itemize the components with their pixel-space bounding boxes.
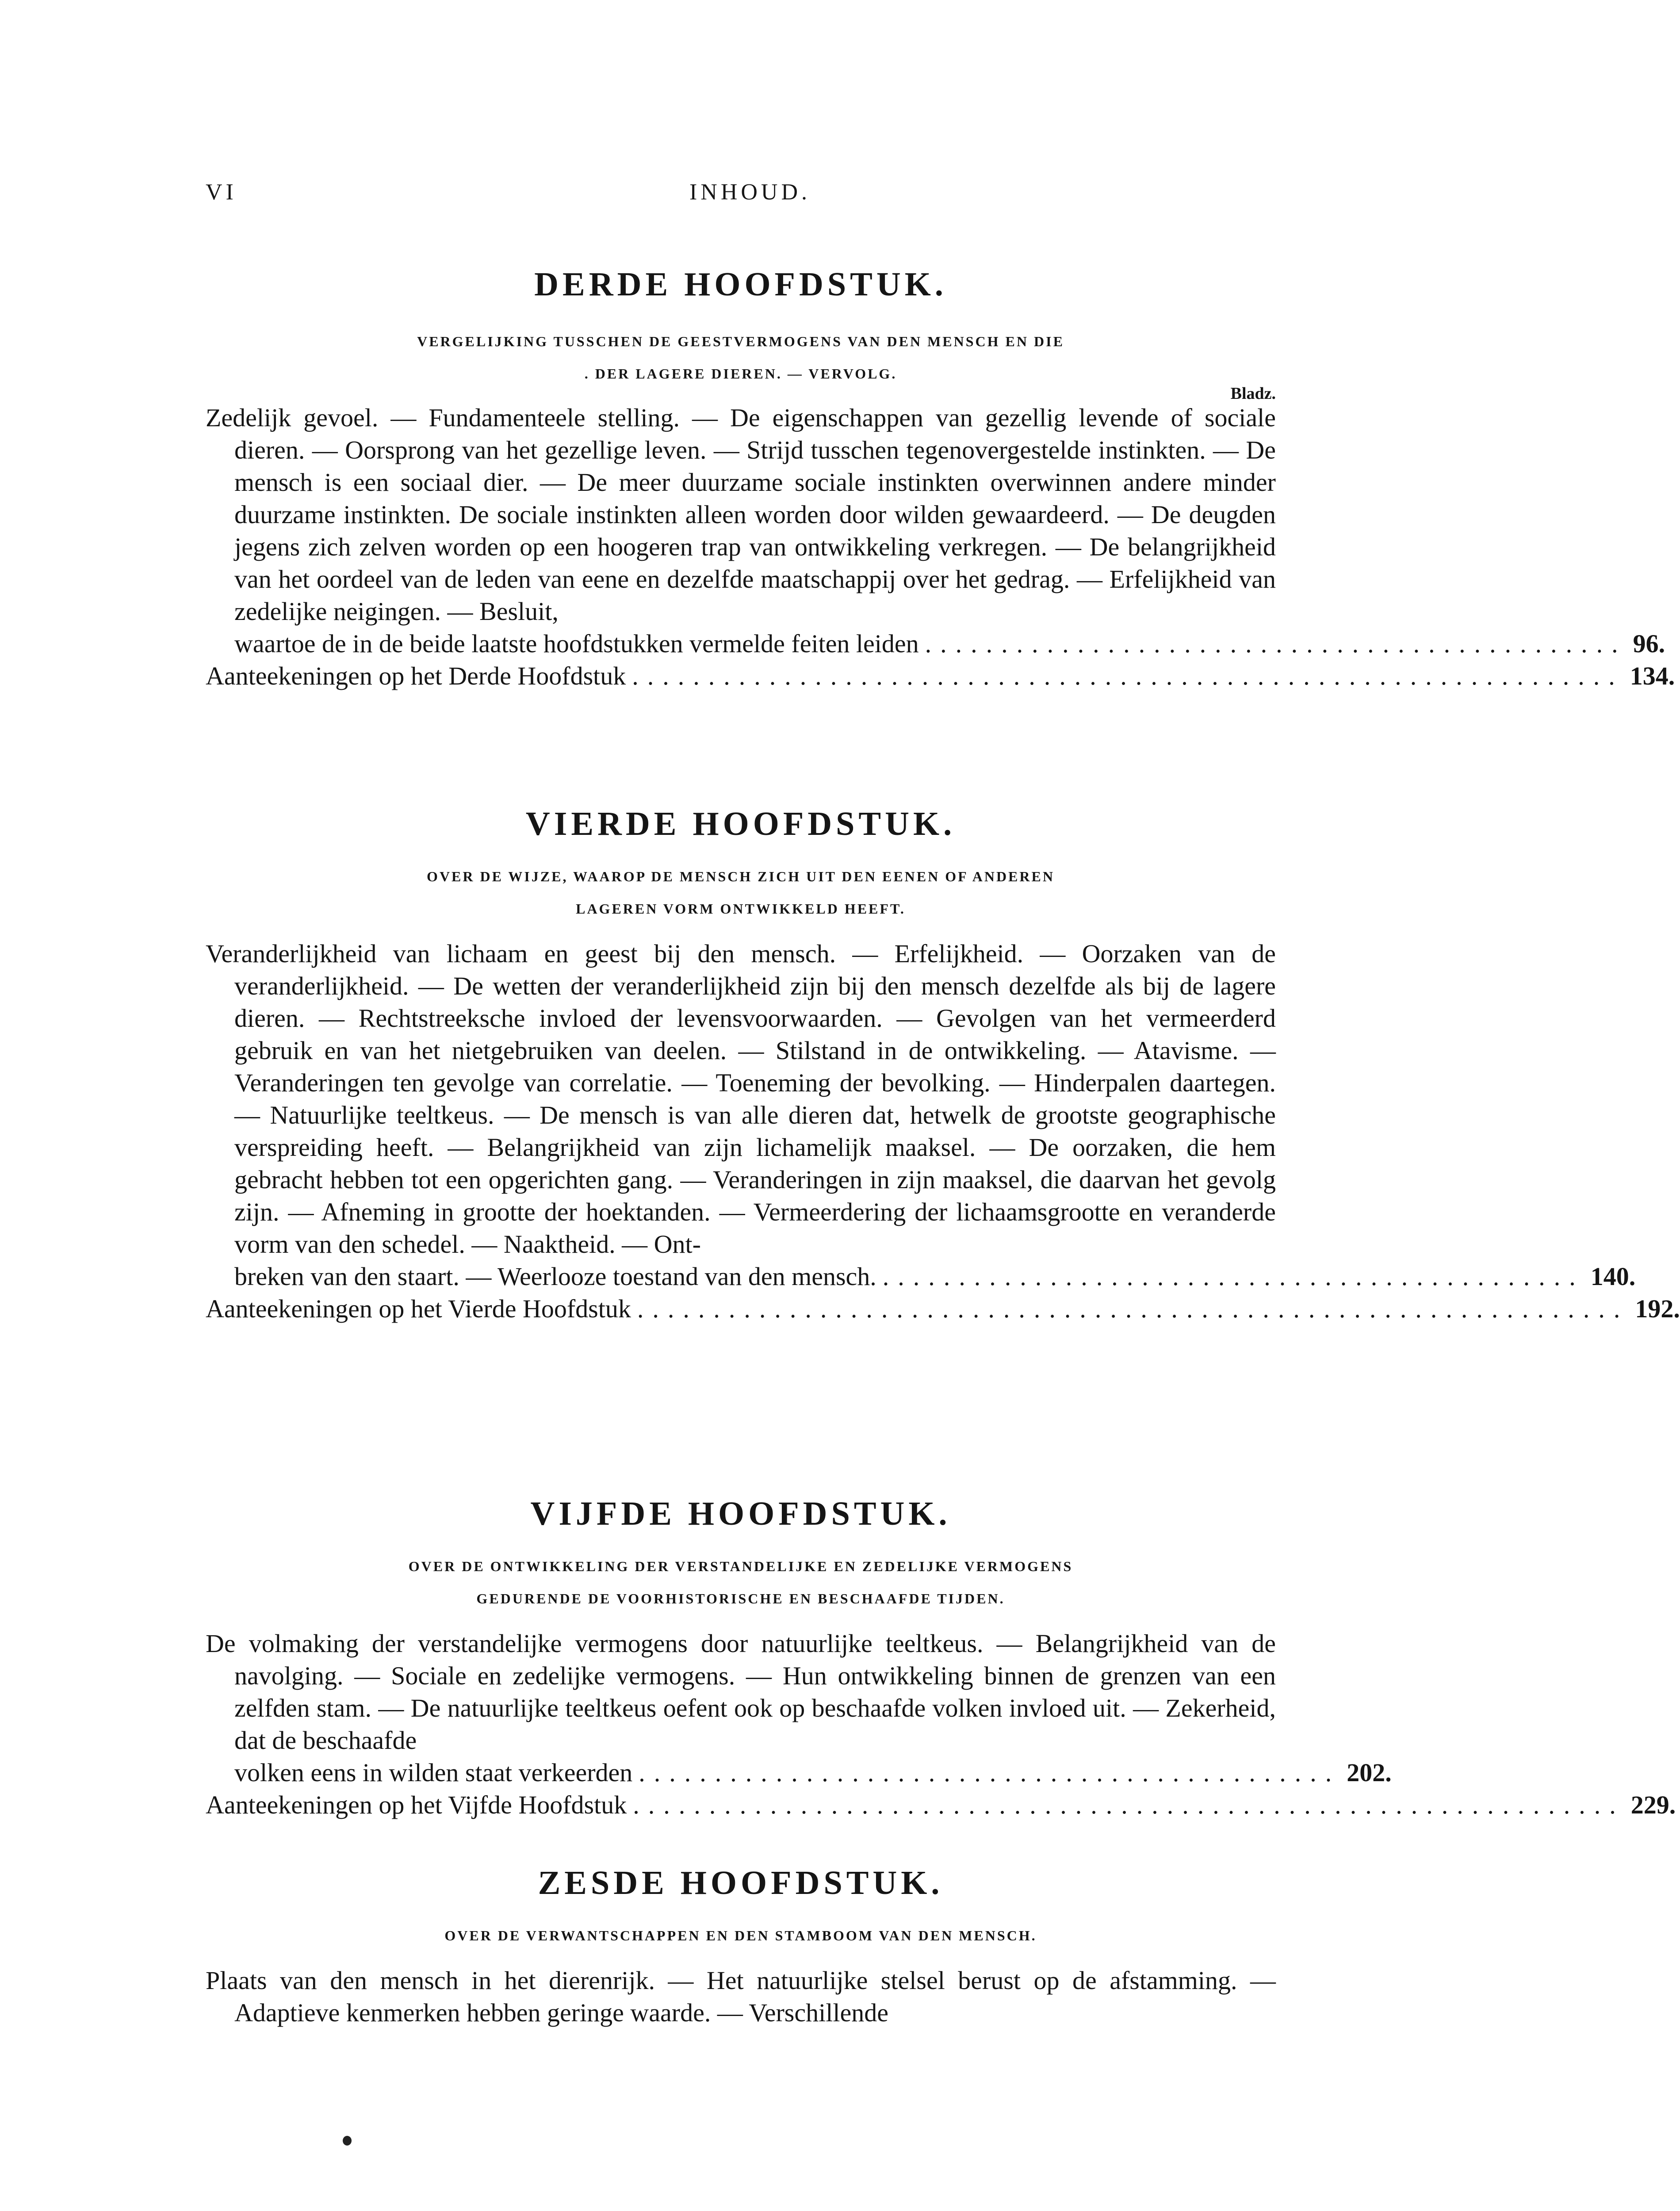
page-ref: 96. xyxy=(1633,629,1665,658)
leader-dots: .............................................. xyxy=(639,1758,1341,1787)
ink-blot xyxy=(343,2136,352,2146)
leader-dots: ................................................................. xyxy=(637,1294,1629,1323)
chapter-title: DERDE HOOFDSTUK. xyxy=(534,266,947,303)
chapter-summary: Plaats van den mensch in het dierenrijk. — Het natuurlijke stelsel berust op de afstamming. — Adaptieve kenmerken hebben geringe waarde. — Verschillende xyxy=(206,1966,1276,2027)
notes-text: Aanteekeningen op het Vijfde Hoofdstuk xyxy=(206,1790,627,1819)
leader-dots: .............................................. xyxy=(882,1262,1584,1291)
chapter-subtitle: VERGELIJKING TUSSCHEN DE GEESTVERMOGENS VAN DEN MENSCH EN DIE xyxy=(417,333,1064,349)
chapter-3 xyxy=(206,266,1675,692)
chapter-subtitle: OVER DE ONTWIKKELING DER VERSTANDELIJKE EN ZEDELIJKE VERMOGENS xyxy=(408,1558,1073,1574)
chapter-title: ZESDE HOOFDSTUK. xyxy=(538,1864,944,1901)
page-ref: 134. xyxy=(1630,662,1675,690)
chapter-subtitle: GEDURENDE DE VOORHISTORISCHE EN BESCHAAFDE TIJDEN. xyxy=(476,1591,1005,1607)
chapter-subtitle: . DER LAGERE DIEREN. — VERVOLG. xyxy=(584,366,897,382)
chapter-summary: Zedelijk gevoel. — Fundamenteele stelling. — De eigenschappen van gezellig levende of sociale dieren. — Oorsprong van het gezellige leven. — Strijd tusschen tegenovergestelde instinkten. — De mensch is een sociaal dier. — De meer duurzame sociale instinkten overwinnen andere minder duurzame instinkten. De sociale instinkten alleen worden door wilden gewaardeerd. — De deugden jegens zich zelven worden op een hoogeren trap van ontwikkeling verkregen. — De belangrijkheid van het oordeel van de leden van eene en dezelfde maatschappij over het gedrag. — Erfelijkheid van zedelijke neigingen. — Besluit, xyxy=(206,403,1276,626)
chapter-title: VIJFDE HOOFDSTUK. xyxy=(530,1495,951,1532)
chapter-summary: Veranderlijkheid van lichaam en geest bij den mensch. — Erfelijkheid. — Oorzaken van de veranderlijkheid. — De wetten der veranderlijkheid zijn bij den mensch dezelfde als bij de lagere dieren. — Rechtstreeksche invloed der levensvoorwaarden. — Gevolgen van het vermeerderd gebruik en van het nietgebruiken van deelen. — Stilstand in de ontwikkeling. — Atavisme. — Veranderingen ten gevolge van correlatie. — Toeneming der bevolking. — Hinderpalen daartegen. — Natuurlijke teeltkeus. — De mensch is van alle dieren dat, hetwelk de grootste geographische verspreiding heeft. — Belangrijkheid van zijn lichamelijk maaksel. — De oorzaken, die hem gebracht hebben tot een opgerichten gang. — Veranderingen in zijn maaksel, die daarvan het gevolg zijn. — Afneming in grootte der hoektanden. — Vermeerdering der lichaamsgrootte en veranderde vorm van den schedel. — Naaktheid. — Ont- xyxy=(206,939,1276,1259)
chapter-5 xyxy=(206,1495,1676,1821)
leader-dots: ................................................................. xyxy=(632,662,1624,690)
page-number: VI xyxy=(206,180,237,205)
running-head xyxy=(206,179,1294,214)
page-ref: 140. xyxy=(1590,1262,1636,1291)
summary-tail-text: volken eens in wilden staat verkeerden xyxy=(234,1758,633,1787)
notes-entry xyxy=(206,1789,1676,1821)
page-ref: 192. xyxy=(1635,1294,1680,1323)
leader-dots: .............................................. xyxy=(925,629,1627,658)
leader-dots: ................................................................. xyxy=(633,1790,1625,1819)
chapter-subtitle: LAGEREN VORM ONTWIKKELD HEEFT. xyxy=(576,901,906,917)
bladz-label: Bladz. xyxy=(1230,384,1276,403)
summary-last-line xyxy=(206,1756,1392,1789)
chapter-4 xyxy=(206,805,1680,1325)
summary-tail-text: breken van den staart. — Weerlooze toestand van den mensch. xyxy=(234,1262,876,1291)
page-ref: 229. xyxy=(1630,1790,1676,1819)
summary-last-line xyxy=(206,1260,1636,1293)
running-title: INHOUD. xyxy=(689,180,811,205)
notes-text: Aanteekeningen op het Derde Hoofdstuk xyxy=(206,662,626,690)
summary-tail-text: waartoe de in de beide laatste hoofdstukken vermelde feiten leiden xyxy=(234,629,919,658)
chapter-6 xyxy=(206,1866,1276,2029)
notes-entry xyxy=(206,1293,1680,1325)
notes-entry xyxy=(206,660,1675,692)
chapter-subtitle: OVER DE VERWANTSCHAPPEN EN DEN STAMBOOM VAN DEN MENSCH. xyxy=(444,1928,1037,1943)
summary-last-line xyxy=(206,627,1665,660)
chapter-subtitle: OVER DE WIJZE, WAAROP DE MENSCH ZICH UIT DEN EENEN OF ANDEREN xyxy=(427,868,1055,884)
page-ref: 202. xyxy=(1347,1758,1392,1787)
notes-text: Aanteekeningen op het Vierde Hoofdstuk xyxy=(206,1294,631,1323)
chapter-summary: De volmaking der verstandelijke vermogens door natuurlijke teeltkeus. — Belangrijkheid van de navolging. — Sociale en zedelijke vermogens. — Hun ontwikkeling binnen de grenzen van een zelfden stam. — De natuurlijke teeltkeus oefent ook op beschaafde volken invloed uit. — Zekerheid, dat de beschaafde xyxy=(206,1629,1276,1755)
chapter-title: VIERDE HOOFDSTUK. xyxy=(525,805,956,842)
